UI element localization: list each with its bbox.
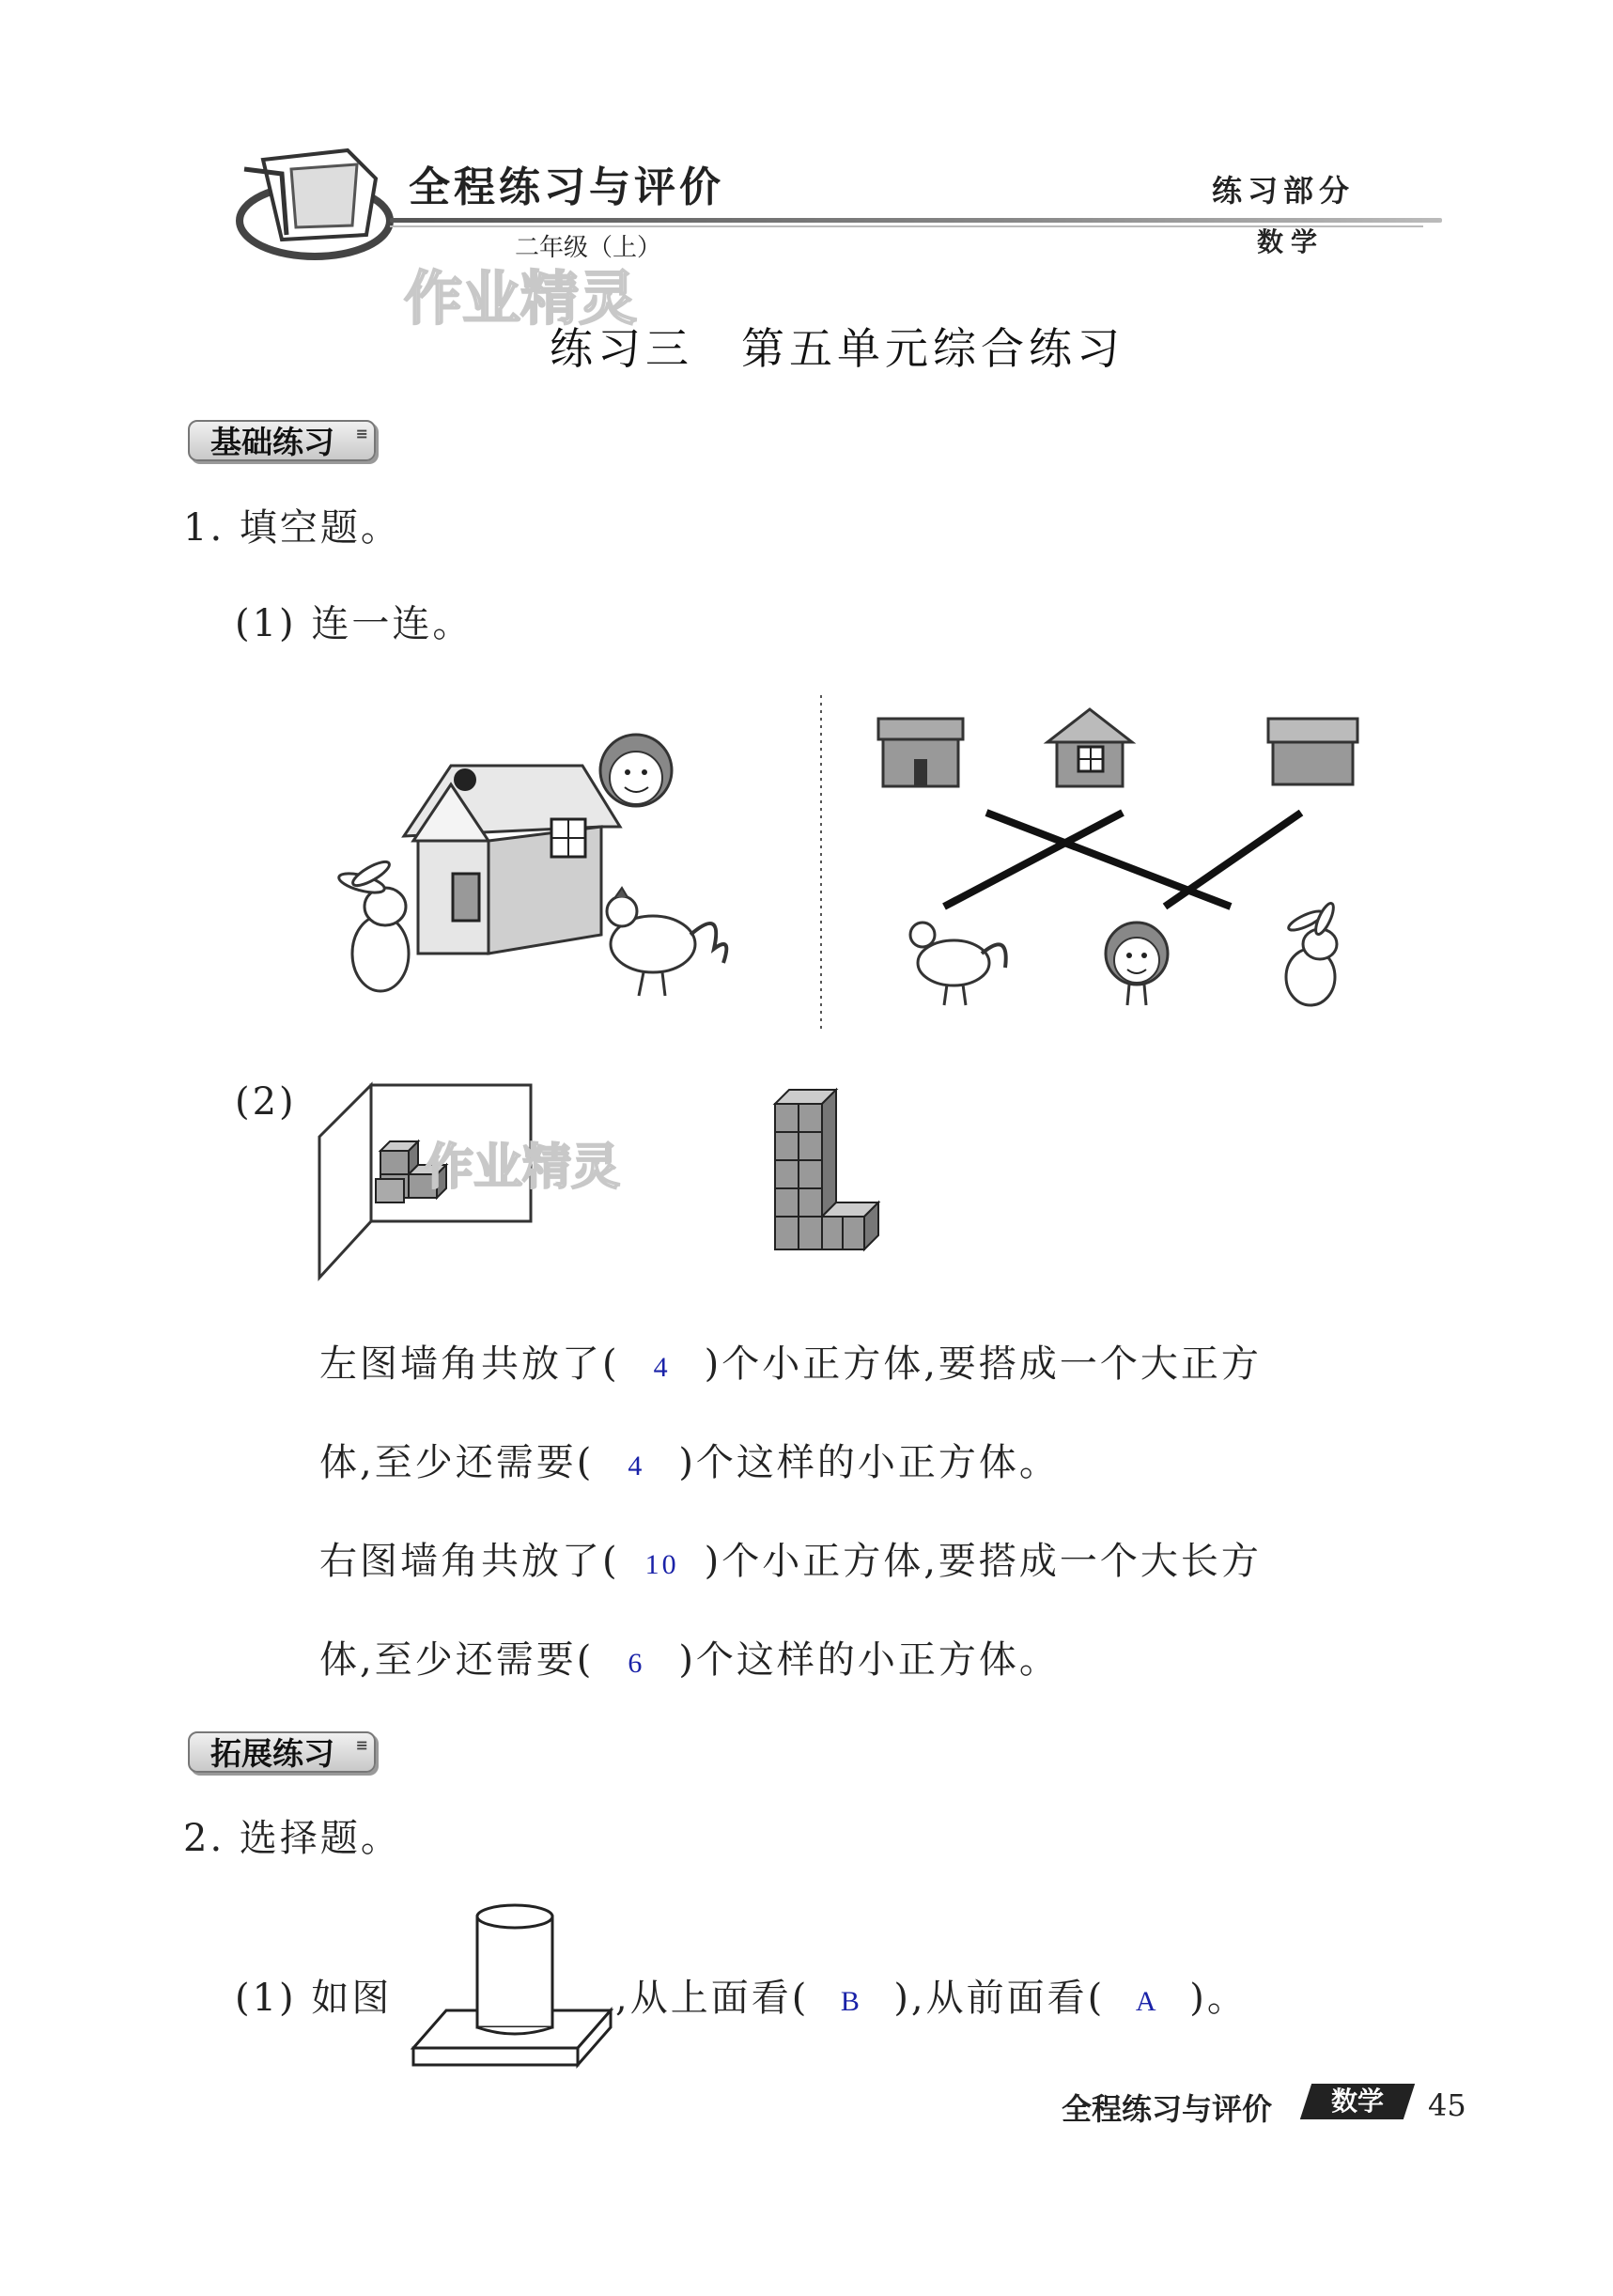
house-scene-illustration (329, 714, 742, 1015)
q2-1-text-c: ),从前面看( (893, 1977, 1106, 2020)
question-1-2-label: (2) (235, 1080, 297, 1124)
page-number: 45 (1428, 2087, 1466, 2123)
corner-cubes-right-illustration (770, 1080, 892, 1268)
line1-text-b: )个小正方体,要搭成一个大正方 (704, 1342, 1262, 1386)
fill-line-4 (319, 1630, 1060, 1683)
question-2-1-line (615, 1968, 1248, 2022)
grade-label: 二年级（上） (515, 234, 662, 262)
extended-practice-label: 拓展练习 (210, 1735, 334, 1772)
answer-top-view[interactable]: B (840, 1986, 862, 2017)
question-1-title: 1. 填空题。 (183, 506, 401, 550)
book-logo-icon (235, 141, 395, 263)
footer-subject-badge (1300, 2084, 1415, 2119)
basic-practice-tag (188, 420, 376, 461)
question-1-1-label: (1) 连一连。 (235, 602, 473, 645)
answer-front-view[interactable]: A (1135, 1986, 1159, 2017)
cylinder-on-base-illustration (413, 1898, 615, 2067)
dotted-divider (819, 695, 823, 1029)
book-title: 全程练习与评价 (409, 163, 724, 211)
basic-practice-label: 基础练习 (210, 424, 334, 460)
fill-line-2 (319, 1433, 1060, 1486)
line3-text-b: )个小正方体,要搭成一个大长方 (704, 1540, 1262, 1583)
line2-text-b: )个这样的小正方体。 (678, 1441, 1060, 1484)
line1-text-a: 左图墙角共放了( (319, 1342, 620, 1386)
answer-3[interactable]: 10 (644, 1549, 679, 1580)
section-label: 练习部分 (1212, 173, 1356, 209)
fill-line-3 (319, 1531, 1262, 1585)
watermark-2: 作业精灵 (425, 1140, 621, 1196)
question-2-1-prefix: (1) 如图 (235, 1977, 393, 2020)
answer-4[interactable]: 6 (628, 1648, 645, 1679)
tag-decor-icon: ≡ (355, 425, 368, 442)
line2-text-a: 体,至少还需要( (319, 1441, 595, 1484)
line4-text-a: 体,至少还需要( (319, 1638, 595, 1682)
views-matching-illustration (864, 705, 1390, 1024)
q2-1-text-d: )。 (1189, 1977, 1248, 2020)
fill-line-1 (319, 1334, 1262, 1388)
extended-practice-tag (188, 1731, 376, 1773)
footer-title: 全程练习与评价 (1062, 2091, 1273, 2127)
answer-2[interactable]: 4 (628, 1451, 645, 1482)
answer-1[interactable]: 4 (653, 1352, 671, 1383)
line4-text-b: )个这样的小正方体。 (678, 1638, 1060, 1682)
question-2-title: 2. 选择题。 (183, 1817, 401, 1860)
watermark: 作业精灵 (404, 264, 638, 333)
unit-title: 练习三 第五单元综合练习 (550, 323, 1124, 374)
footer-badge-label: 数学 (1330, 2086, 1384, 2117)
tag-decor-icon: ≡ (355, 1736, 368, 1754)
line3-text-a: 右图墙角共放了( (319, 1540, 620, 1583)
subject-label: 数学 (1257, 226, 1326, 257)
q2-1-text-b: ,从上面看( (615, 1977, 810, 2020)
